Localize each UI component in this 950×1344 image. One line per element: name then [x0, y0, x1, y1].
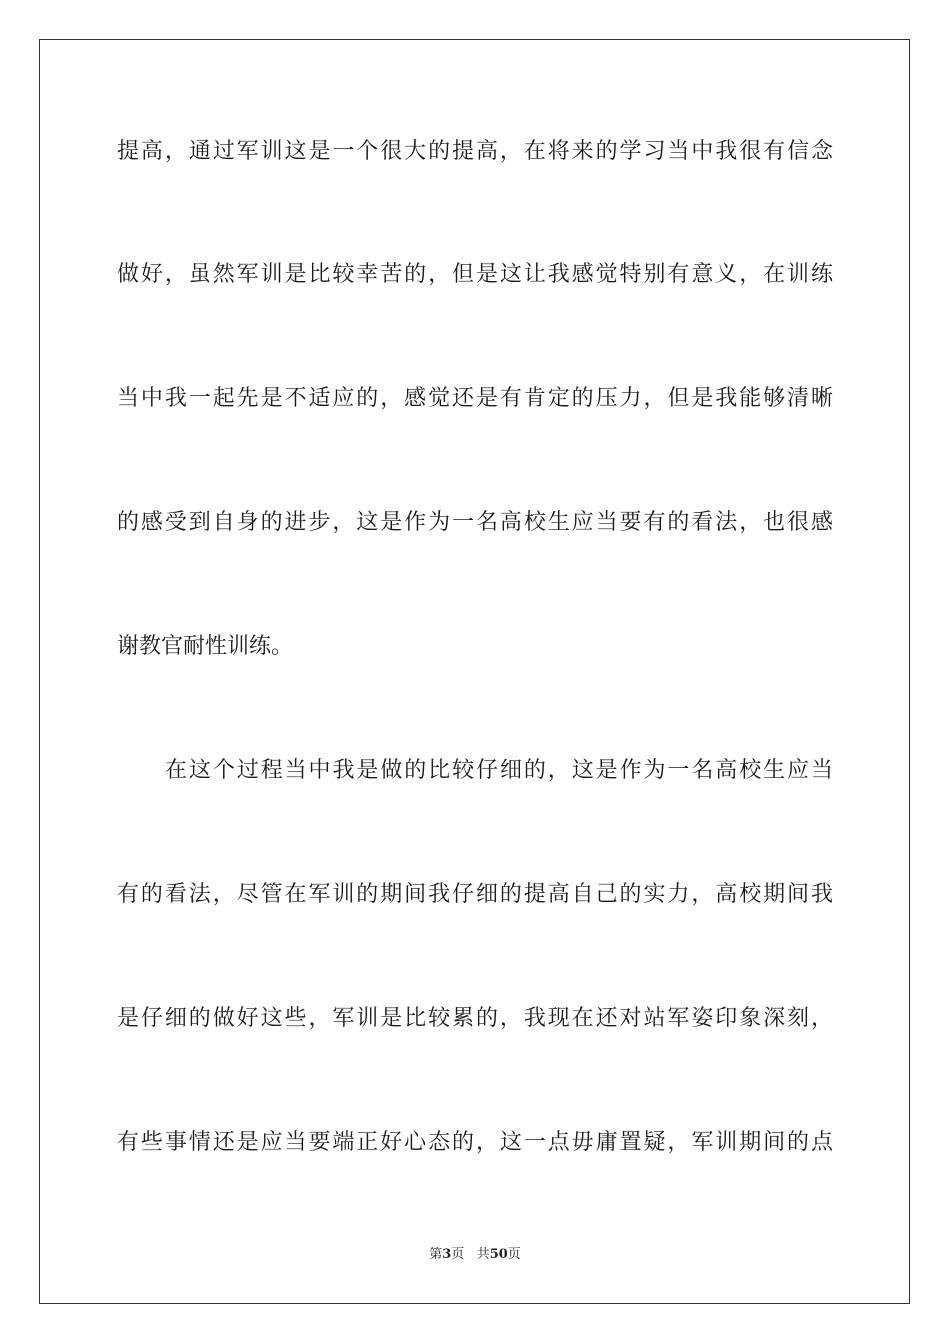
footer-total-suffix: 页: [507, 1247, 521, 1262]
footer-total-prefix: 共: [476, 1247, 490, 1262]
footer-total-pages: 50: [489, 1247, 508, 1262]
text-line: 的感受到自身的进步，这是作为一名高校生应当要有的看法，也很感: [117, 510, 833, 535]
text-line: 做好，虽然军训是比较幸苦的，但是这让我感觉特别有意义，在训练: [117, 262, 833, 287]
text-line: 当中我一起先是不适应的，感觉还是有肯定的压力，但是我能够清晰: [117, 386, 833, 411]
page-footer: [0, 1246, 950, 1264]
text-line: 提高，通过军训这是一个很大的提高，在将来的学习当中我很有信念: [117, 139, 833, 164]
text-line: 有的看法，尽管在军训的期间我仔细的提高自己的实力，高校期间我: [117, 882, 833, 907]
text-line: 谢教官耐性训练。: [117, 634, 294, 659]
text-line: 是仔细的做好这些，军训是比较累的，我现在还对站军姿印象深刻，: [117, 1006, 833, 1031]
paragraph-first-line: 在这个过程当中我是做的比较仔细的，这是作为一名高校生应当: [165, 758, 833, 783]
footer-page-suffix: 页: [451, 1247, 465, 1262]
text-line: 有些事情还是应当要端正好心态的，这一点毋庸置疑，军训期间的点: [117, 1130, 833, 1155]
footer-page-prefix: 第: [429, 1247, 443, 1262]
page-frame: [39, 39, 910, 1304]
footer-page-number: 3: [442, 1247, 452, 1262]
